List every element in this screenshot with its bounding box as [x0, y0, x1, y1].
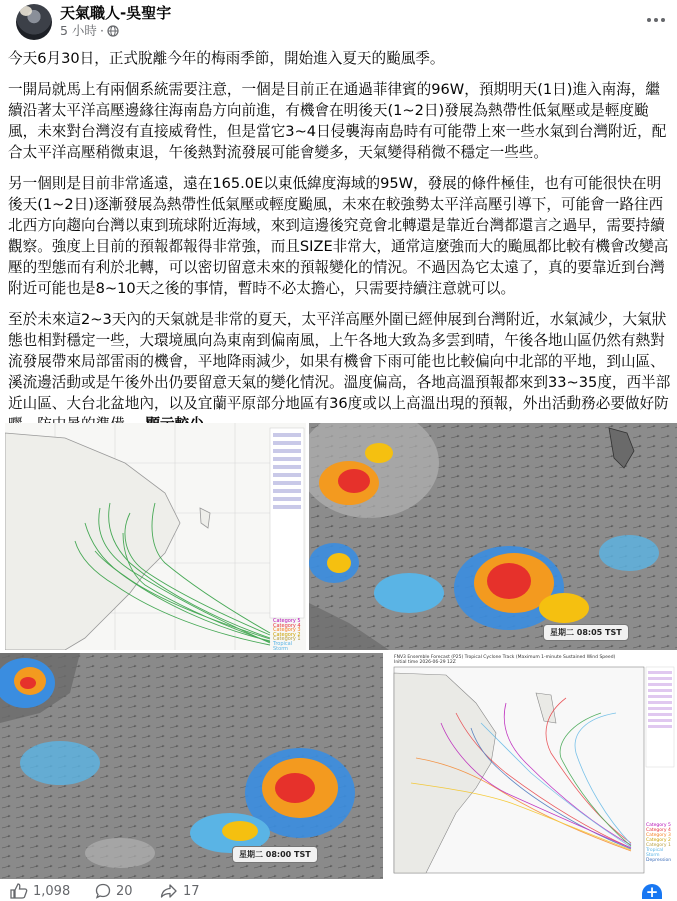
track-map-image[interactable] — [5, 423, 306, 650]
post-meta: 5 小時 · — [60, 23, 119, 39]
category-legend: Category 5 Category 4 Category 3 Category 2 Category 1 Tropical Storm — [273, 618, 301, 650]
post-time[interactable]: 5 小時 — [60, 23, 97, 38]
post-paragraph: 今天6月30日，正式脫離今年的梅雨季節，開始進入夏天的颱風季。 — [8, 50, 445, 67]
avatar[interactable] — [16, 4, 52, 40]
category-legend-2: Category 5 Category 4 Category 3 Category 2 Category 1 Tropical Storm Depression — [646, 823, 672, 863]
ensemble-track-map-image[interactable] — [386, 653, 677, 879]
satellite-map-image[interactable] — [309, 423, 677, 650]
like-button[interactable] — [10, 883, 70, 899]
comment-count: 20 — [116, 883, 133, 899]
like-count: 1,098 — [33, 883, 71, 899]
comment-button[interactable] — [95, 883, 133, 899]
post-header — [0, 0, 677, 48]
comment-icon — [95, 883, 111, 899]
new-message-button[interactable]: + — [642, 884, 662, 899]
post-footer — [0, 880, 677, 899]
timestamp-label: 星期二 08:00 TST — [232, 846, 318, 863]
chart-caption-time: Initial time 2026-06-29 12Z — [394, 660, 456, 665]
post-paragraph: 至於未來這2~3天內的天氣就是非常的夏天，太平洋高壓外圍已經伸展到台灣附近，水氣減少，大氣狀態也相對穩定一些，大環境風向為東南到偏南風，上午各地大致為多雲到晴，午後各地山區仍然有熱對流發展帶來局部雷雨的機會，平地降雨減少，如果有機會下雨可能也比較偏向中北部的平地，到山區、溪流邊活動或是午後外出仍要留意天氣的變化情況。溫度偏高，各地高溫預報都來到33~35度，西半部近山區、大台北盆地內，以及宜蘭平原部分地區有36度或以上高溫出現的預報，外出活動務必要做好防 — [8, 309, 672, 435]
more-options-icon[interactable] — [642, 8, 670, 32]
timestamp-label: 星期二 08:05 TST — [543, 624, 629, 641]
chart-caption: FNV3 Ensemble Forecast (P25) Tropical Cyclone Track (Maximum 1-minute Sustained Wind Speed) — [394, 655, 616, 660]
post-paragraph: 一開局就馬上有兩個系統需要注意，一個是目前正在通過菲律賓的96W，預期明天(1日)進入南海，繼續沿著太平洋高壓邊緣往海南島方向前進，有機會在明後天(1~2日)發展為熱帶性低氣壓或是輕度颱風，未來對台灣沒有直接威脅性，但是當它3~4日侵襲海南島時有可能帶上來一些水氣到台灣附近，配合太平洋高壓稍微東退，午後熱對流發展可能會變多，天氣變得稍微不穩定一些些。 — [8, 81, 667, 161]
share-button[interactable] — [160, 883, 200, 899]
globe-icon — [107, 25, 119, 37]
author-name[interactable]: 天氣職人-吳聖宇 — [60, 4, 172, 22]
satellite-map-image-2[interactable] — [0, 653, 383, 879]
photo-grid — [0, 423, 677, 879]
post-paragraph: 另一個則是目前非常遙遠，遠在165.0E以東低緯度海域的95W，發展的條件極佳，也有可能很快在明後天(1~2日)逐漸發展為熱帶性低氣壓或輕度颱風，未來在較強勢太平洋高壓引導下，可能會一路往西北西方向趨向台灣以東到琉球附近海域，來到這邊後究竟會北轉還是靠近台灣都還言之過早，需要持續觀察。強度上目前的預報都報得非常強，而且SIZE非常大，通常這麼強而大的颱風都比較有機會改變高壓的型態而有利於北轉，可以密切留意未來的預報變化的情況。不過因為它太遠了，真的要靠近到台灣附近可能也是8~10天之後的事情，暫時不必太擔心，只需要持續注意就可以。 — [8, 175, 669, 297]
like-icon — [10, 883, 28, 899]
share-icon — [160, 883, 178, 899]
share-count: 17 — [183, 883, 200, 899]
post-text — [8, 48, 672, 445]
